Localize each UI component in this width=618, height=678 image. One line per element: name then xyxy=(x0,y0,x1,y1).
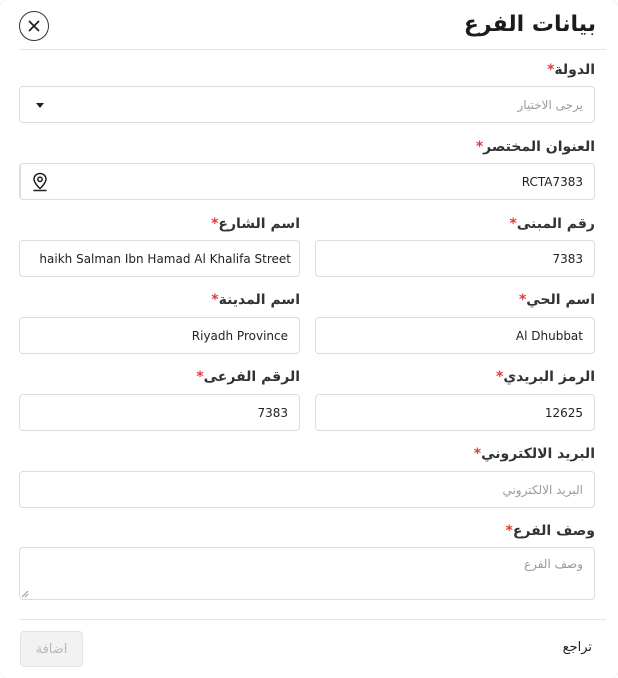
short-address-label: العنوان المختصر* xyxy=(475,139,595,155)
building-number-field[interactable] xyxy=(315,240,595,277)
back-button[interactable]: تراجع xyxy=(562,640,592,655)
short-address-field[interactable] xyxy=(19,163,595,200)
country-select-placeholder: يرجى الاختيار xyxy=(517,97,583,112)
city-name-label: اسم المدينة* xyxy=(211,292,300,308)
modal-footer xyxy=(19,619,606,678)
street-name-label: اسم الشارع* xyxy=(211,216,300,232)
country-select[interactable] xyxy=(19,86,595,123)
close-button[interactable] xyxy=(19,11,49,41)
city-name-value: Riyadh Province xyxy=(191,328,288,343)
branch-description-placeholder: وصف الفرع xyxy=(523,557,583,571)
secondary-number-field[interactable] xyxy=(19,394,300,431)
email-field[interactable] xyxy=(19,471,595,508)
postal-code-field[interactable] xyxy=(315,394,595,431)
branch-description-label: وصف الفرع* xyxy=(505,523,595,539)
building-number-label: رقم المبنى* xyxy=(509,216,595,232)
email-placeholder: البريد الالكتروني xyxy=(502,482,583,497)
postal-code-value: 12625 xyxy=(544,405,583,420)
district-name-field[interactable] xyxy=(315,317,595,354)
branch-description-textarea[interactable] xyxy=(19,547,595,600)
street-name-value: haikh Salman Ibn Hamad Al Khalifa Street xyxy=(39,251,291,266)
caret-down-icon xyxy=(36,103,44,108)
email-label: البريد الالكتروني* xyxy=(473,446,595,462)
modal-title: بيانات الفرع xyxy=(463,12,596,37)
secondary-number-value: 7383 xyxy=(257,405,288,420)
street-name-field[interactable] xyxy=(19,240,300,277)
add-button[interactable]: اضافة xyxy=(20,631,83,667)
map-location-button[interactable] xyxy=(20,164,58,199)
resize-handle-icon[interactable] xyxy=(21,590,29,598)
district-name-value: Al Dhubbat xyxy=(515,328,583,343)
building-number-value: 7383 xyxy=(552,251,583,266)
close-icon xyxy=(28,20,40,32)
modal-header xyxy=(19,0,606,50)
postal-code-label: الرمز البريدي* xyxy=(496,369,595,385)
map-pin-icon xyxy=(31,172,49,192)
secondary-number-label: الرقم الفرعى* xyxy=(196,369,300,385)
country-label: الدولة* xyxy=(547,62,595,78)
district-name-label: اسم الحي* xyxy=(518,292,595,308)
short-address-value: RCTA7383 xyxy=(521,174,583,189)
city-name-field[interactable] xyxy=(19,317,300,354)
